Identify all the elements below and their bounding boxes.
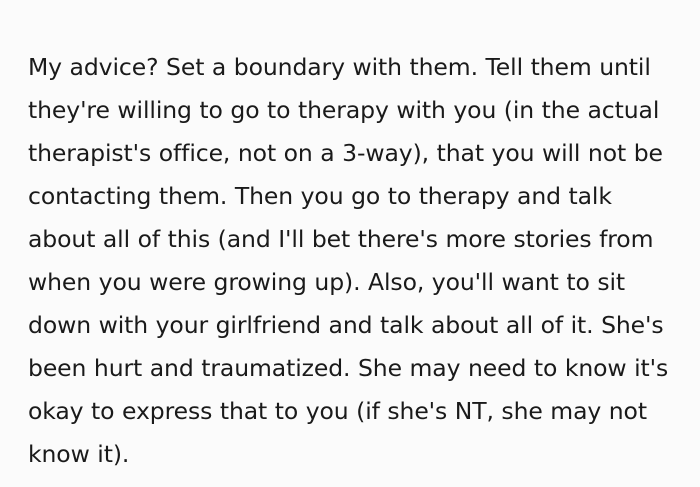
comment-body-text: My advice? Set a boundary with them. Tell them until they're willing to go to therapy with you (in the actual therapist's office, not on a 3-way), that you will not be contacting them. Then you go to therapy and talk about all of this (and I'll bet there's more stories from when you were growing up). Also, you'll want to sit down with your girlfriend and talk about all of it. She's been hurt and traumatized. She may need to know it's okay to express that to you (if she's NT, she may not know it).	[28, 52, 676, 468]
